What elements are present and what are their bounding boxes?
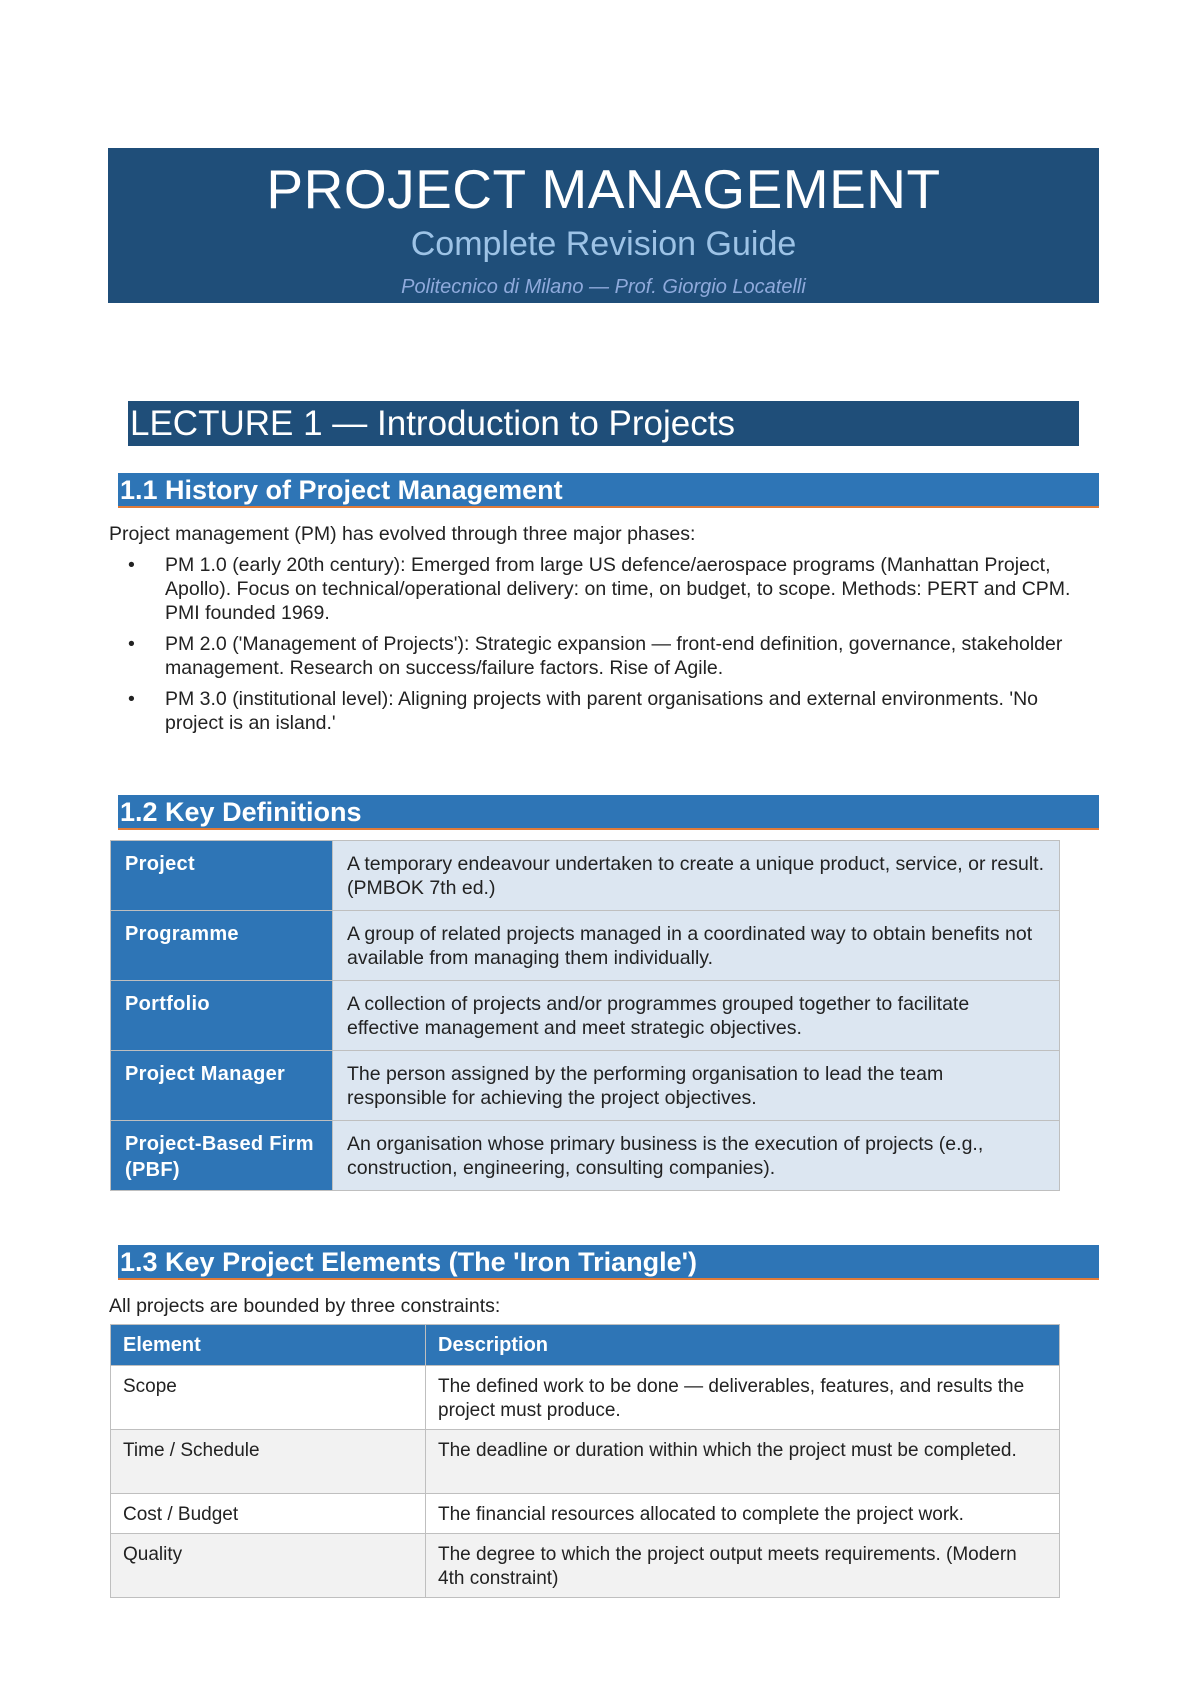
section-heading-elements: 1.3 Key Project Elements (The 'Iron Triangle') <box>118 1245 1099 1280</box>
definition-text: A collection of projects and/or programmes grouped together to facilitate effective management and meet strategic objectives. <box>333 981 1060 1051</box>
list-item <box>109 632 1094 680</box>
definition-term: Project-Based Firm (PBF) <box>111 1121 333 1191</box>
bullet-icon: • <box>128 633 135 655</box>
history-intro: Project management (PM) has evolved through three major phases: <box>109 523 696 545</box>
definition-term: Programme <box>111 911 333 981</box>
table-row <box>111 1494 1060 1534</box>
document-author: Politecnico di Milano — Prof. Giorgio Locatelli <box>401 276 806 298</box>
element-name: Time / Schedule <box>111 1430 426 1494</box>
definition-text: A temporary endeavour undertaken to create a unique product, service, or result. (PMBOK 7th ed.) <box>333 841 1060 911</box>
elements-table <box>110 1324 1060 1598</box>
column-header-description: Description <box>426 1325 1060 1366</box>
definition-text: A group of related projects managed in a coordinated way to obtain benefits not available from managing them individually. <box>333 911 1060 981</box>
element-description: The deadline or duration within which the project must be completed. <box>426 1430 1060 1494</box>
definition-text: The person assigned by the performing organisation to lead the team responsible for achieving the project objectives. <box>333 1051 1060 1121</box>
document-title: PROJECT MANAGEMENT <box>266 158 941 220</box>
definition-term: Project <box>111 841 333 911</box>
list-item-text: PM 3.0 (institutional level): Aligning projects with parent organisations and external environments. 'No project is an island.' <box>165 688 1039 734</box>
list-item-text: PM 2.0 ('Management of Projects'): Strategic expansion — front-end definition, governance, stakeholder management. Research on success/failure factors. Rise of Agile. <box>165 633 1063 679</box>
table-row <box>111 841 1060 911</box>
list-item <box>109 687 1094 735</box>
element-name: Quality <box>111 1534 426 1598</box>
document-title-banner <box>108 148 1099 303</box>
elements-intro: All projects are bounded by three constraints: <box>109 1295 501 1317</box>
table-row <box>111 981 1060 1051</box>
table-row <box>111 1366 1060 1430</box>
element-description: The financial resources allocated to complete the project work. <box>426 1494 1060 1534</box>
definition-text: An organisation whose primary business is the execution of projects (e.g., construction, engineering, consulting companies). <box>333 1121 1060 1191</box>
table-row <box>111 911 1060 981</box>
definition-term: Portfolio <box>111 981 333 1051</box>
element-name: Scope <box>111 1366 426 1430</box>
lecture-heading: LECTURE 1 — Introduction to Projects <box>128 401 1079 446</box>
table-row <box>111 1051 1060 1121</box>
table-row <box>111 1430 1060 1494</box>
element-description: The defined work to be done — deliverables, features, and results the project must produce. <box>426 1366 1060 1430</box>
list-item-text: PM 1.0 (early 20th century): Emerged from large US defence/aerospace programs (Manhattan Project, Apollo). Focus on technical/operational delivery: on time, on budget, to scope. Methods: PERT and CPM. PMI founded 1969. <box>165 554 1071 624</box>
table-row <box>111 1121 1060 1191</box>
table-header-row <box>111 1325 1060 1366</box>
element-name: Cost / Budget <box>111 1494 426 1534</box>
definitions-table <box>110 840 1060 1191</box>
bullet-icon: • <box>128 688 135 710</box>
section-heading-history: 1.1 History of Project Management <box>118 473 1099 508</box>
column-header-element: Element <box>111 1325 426 1366</box>
list-item <box>109 553 1094 625</box>
definition-term: Project Manager <box>111 1051 333 1121</box>
document-subtitle: Complete Revision Guide <box>410 225 797 263</box>
bullet-icon: • <box>128 554 135 576</box>
section-heading-definitions: 1.2 Key Definitions <box>118 795 1099 830</box>
history-bullet-list <box>109 553 1094 742</box>
element-description: The degree to which the project output meets requirements. (Modern 4th constraint) <box>426 1534 1060 1598</box>
table-row <box>111 1534 1060 1598</box>
